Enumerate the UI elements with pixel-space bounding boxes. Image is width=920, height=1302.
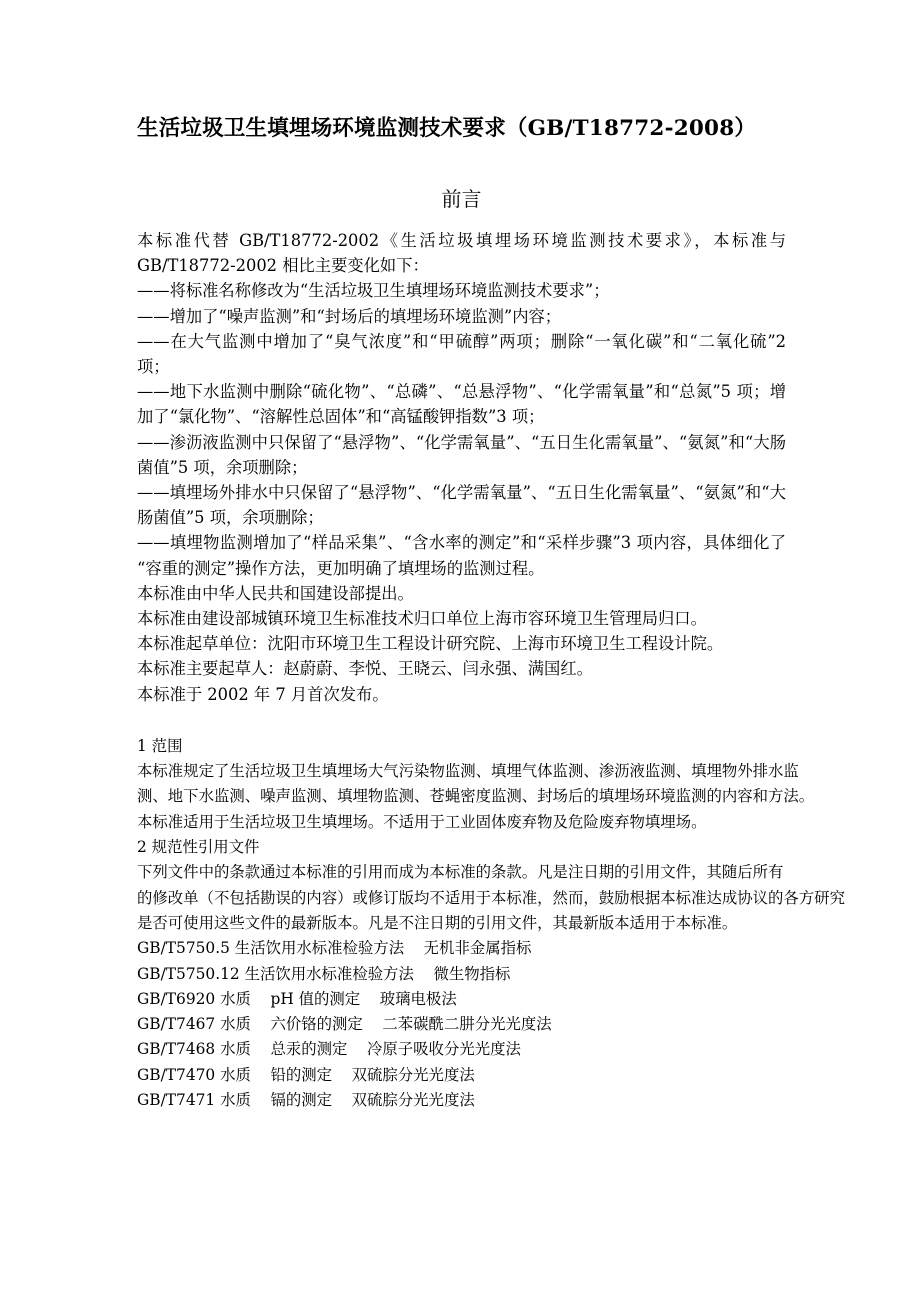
section-2-heading: 2 规范性引用文件 bbox=[137, 838, 260, 857]
reference-entry: GB/T7467 水质 六价铬的测定 二苯碳酰二肼分光光度法 bbox=[137, 1015, 552, 1034]
preface-statement-2: 本标准由建设部城镇环境卫生标准技术归口单位上海市容环境卫生管理局归口。 bbox=[137, 609, 707, 629]
preface-change-item-7: ——填埋物监测增加了“样品采集”、“含水率的测定”和“采样步骤”3 项内容，具体细化了“容重的测定”操作方法，更加明确了填埋场的监测过程。 bbox=[137, 533, 786, 578]
preface-heading: 前言 bbox=[441, 187, 482, 211]
preface-statement-5: 本标准于 2002 年 7 月首次发布。 bbox=[137, 684, 389, 704]
section-2-line-1: 下列文件中的条款通过本标准的引用而成为本标准的条款。凡是注日期的引用文件，其随后所有 bbox=[137, 863, 784, 882]
section-2-normative-references bbox=[137, 835, 845, 1113]
preface-statement-4: 本标准主要起草人：赵蔚蔚、李悦、王晓云、闫永强、满国红。 bbox=[137, 659, 593, 679]
reference-entry: GB/T7468 水质 总汞的测定 冷原子吸收分光光度法 bbox=[137, 1040, 521, 1059]
preface-change-item-6: ——填埋场外排水中只保留了“悬浮物”、“化学需氧量”、“五日生化需氧量”、“氨氮”和“大肠菌值”5 项，余项删除； bbox=[137, 483, 786, 528]
section-1-scope bbox=[137, 734, 815, 835]
preface-statement-1: 本标准由中华人民共和国建设部提出。 bbox=[137, 583, 414, 603]
preface-change-item-4: ——地下水监测中删除“硫化物”、“总磷”、“总悬浮物”、“化学需氧量”和“总氮”5 项；增加了“氯化物”、“溶解性总固体”和“高锰酸钾指数”3 项； bbox=[137, 382, 786, 427]
reference-entry: GB/T7471 水质 镉的测定 双硫腙分光光度法 bbox=[137, 1091, 475, 1110]
reference-entry: GB/T6920 水质 pH 值的测定 玻璃电极法 bbox=[137, 989, 457, 1008]
preface-change-item-2: ——增加了“噪声监测”和“封场后的填埋场环境监测”内容； bbox=[137, 306, 562, 326]
preface-change-item-5: ——渗沥液监测中只保留了“悬浮物”、“化学需氧量”、“五日生化需氧量”、“氨氮”和“大肠菌值”5 项，余项删除； bbox=[137, 432, 786, 477]
section-1-line-3: 本标准适用于生活垃圾卫生填埋场。不适用于工业固体废弃物及危险废弃物填埋场。 bbox=[137, 812, 707, 831]
section-1-line-1: 本标准规定了生活垃圾卫生填埋场大气污染物监测、填埋气体监测、渗沥液监测、填埋物外排水监 bbox=[137, 762, 799, 781]
preface-statement-3: 本标准起草单位：沈阳市环境卫生工程设计研究院、上海市环境卫生工程设计院。 bbox=[137, 634, 724, 654]
preface-change-item-1: ——将标准名称修改为“生活垃圾卫生填埋场环境监测技术要求”； bbox=[137, 281, 610, 301]
reference-entry: GB/T5750.5 生活饮用水标准检验方法 无机非金属指标 bbox=[137, 939, 532, 958]
preface-change-item-3: ——在大气监测中增加了“臭气浓度”和“甲硫醇”两项；删除“一氧化碳”和“二氧化硫”2 项； bbox=[137, 331, 786, 377]
section-2-line-2: 的修改单（不包括勘误的内容）或修订版均不适用于本标准，然而，鼓励根据本标准达成协议的各方研究 bbox=[137, 888, 845, 907]
document-content-column bbox=[137, 0, 845, 1113]
page-title: 生活垃圾卫生填埋场环境监测技术要求（GB/T18772-2008） bbox=[137, 116, 757, 141]
reference-entry: GB/T7470 水质 铅的测定 双硫腙分光光度法 bbox=[137, 1065, 475, 1084]
preface-intro-line-2: GB/T18772-2002 相比主要变化如下： bbox=[137, 256, 429, 276]
section-1-line-2: 测、地下水监测、噪声监测、填埋物监测、苍蝇密度监测、封场后的填埋场环境监测的内容和方法。 bbox=[137, 787, 815, 806]
section-1-heading: 1 范围 bbox=[137, 736, 183, 755]
preface-intro-line-1: 本标准代替 GB/T18772-2002《生活垃圾填埋场环境监测技术要求》，本标准与 bbox=[137, 231, 786, 250]
section-2-line-3: 是否可使用这些文件的最新版本。凡是不注日期的引用文件，其最新版本适用于本标准。 bbox=[137, 913, 738, 932]
preface-section bbox=[137, 228, 786, 707]
reference-entry: GB/T5750.12 生活饮用水标准检验方法 微生物指标 bbox=[137, 964, 511, 983]
